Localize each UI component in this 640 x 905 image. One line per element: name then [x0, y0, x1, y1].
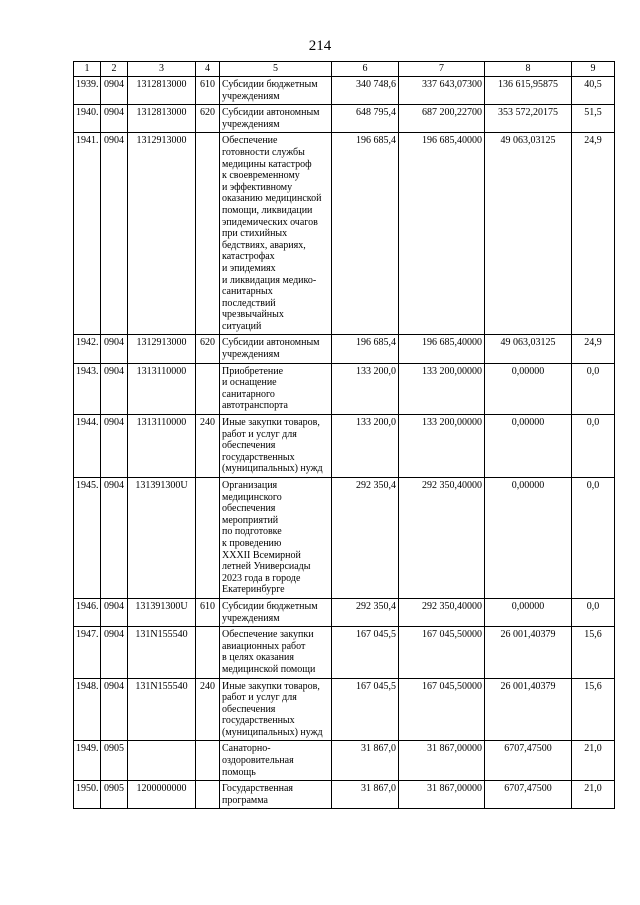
expense-type-code: [196, 781, 220, 809]
table-row: [74, 627, 615, 678]
value-column-7: 31 867,00000: [399, 781, 485, 809]
value-column-7: 167 045,50000: [399, 627, 485, 678]
value-column-7: 337 643,07300: [399, 77, 485, 105]
value-column-9: 40,5: [572, 77, 615, 105]
column-header: 2: [101, 62, 128, 77]
value-column-9: 0,0: [572, 415, 615, 478]
column-header: 3: [128, 62, 196, 77]
value-column-9: 0,0: [572, 478, 615, 599]
value-column-6: 648 795,4: [332, 105, 399, 133]
value-column-9: 15,6: [572, 678, 615, 741]
column-header: 5: [220, 62, 332, 77]
target-article-code: 1313110000: [128, 415, 196, 478]
item-name: Приобретение и оснащение санитарного автотранспорта: [220, 363, 332, 414]
item-name: Обеспечение готовности службы медицины катастроф к своевременному и эффективному оказанию медицинской помощи, ликвидации эпидемических очагов при стихийных бедствиях, авариях, катастрофах и эпидемиях и ликвидация медико- санитарных последствий чрезвычайных ситуаций: [220, 133, 332, 335]
item-name: Иные закупки товаров, работ и услуг для обеспечения государственных (муниципальных) нужд: [220, 678, 332, 741]
value-column-6: 292 350,4: [332, 478, 399, 599]
value-column-9: 21,0: [572, 741, 615, 781]
value-column-7: 196 685,40000: [399, 133, 485, 335]
item-name: Субсидии бюджетным учреждениям: [220, 598, 332, 626]
section-code: 0904: [101, 363, 128, 414]
item-name: Субсидии автономным учреждениям: [220, 335, 332, 363]
expense-type-code: 620: [196, 105, 220, 133]
row-number: 1944.: [74, 415, 101, 478]
expense-type-code: 240: [196, 415, 220, 478]
value-column-8: 26 001,40379: [485, 678, 572, 741]
item-name: Субсидии автономным учреждениям: [220, 105, 332, 133]
value-column-8: 26 001,40379: [485, 627, 572, 678]
target-article-code: 131391300U: [128, 478, 196, 599]
expense-type-code: 610: [196, 77, 220, 105]
value-column-8: 6707,47500: [485, 781, 572, 809]
value-column-7: 687 200,22700: [399, 105, 485, 133]
item-name: Государственная программа: [220, 781, 332, 809]
page-number: 214: [308, 38, 332, 54]
row-number: 1942.: [74, 335, 101, 363]
column-header: 7: [399, 62, 485, 77]
section-code: 0904: [101, 678, 128, 741]
value-column-8: 0,00000: [485, 415, 572, 478]
section-code: 0904: [101, 627, 128, 678]
value-column-6: 292 350,4: [332, 598, 399, 626]
expense-type-code: [196, 133, 220, 335]
column-header: 6: [332, 62, 399, 77]
value-column-9: 15,6: [572, 627, 615, 678]
value-column-7: 133 200,00000: [399, 363, 485, 414]
item-name: Организация медицинского обеспечения мероприятий по подготовке к проведению XXXII Всемирной летней Универсиады 2023 года в городе Екатеринбурге: [220, 478, 332, 599]
value-column-8: 136 615,95875: [485, 77, 572, 105]
value-column-8: 0,00000: [485, 363, 572, 414]
target-article-code: 1200000000: [128, 781, 196, 809]
expense-type-code: [196, 363, 220, 414]
value-column-8: 6707,47500: [485, 741, 572, 781]
target-article-code: 1312913000: [128, 133, 196, 335]
column-header: 1: [74, 62, 101, 77]
column-header: 8: [485, 62, 572, 77]
table-row: [74, 741, 615, 781]
value-column-9: 0,0: [572, 598, 615, 626]
row-number: 1947.: [74, 627, 101, 678]
value-column-7: 31 867,00000: [399, 741, 485, 781]
row-number: 1941.: [74, 133, 101, 335]
value-column-8: 49 063,03125: [485, 133, 572, 335]
column-header: 9: [572, 62, 615, 77]
value-column-9: 21,0: [572, 781, 615, 809]
value-column-9: 51,5: [572, 105, 615, 133]
target-article-code: 1313110000: [128, 363, 196, 414]
header-row: [74, 62, 615, 77]
row-number: 1950.: [74, 781, 101, 809]
item-name: Обеспечение закупки авиационных работ в целях оказания медицинской помощи: [220, 627, 332, 678]
section-code: 0905: [101, 741, 128, 781]
value-column-8: 353 572,20175: [485, 105, 572, 133]
section-code: 0904: [101, 478, 128, 599]
row-number: 1948.: [74, 678, 101, 741]
table-row: [74, 133, 615, 335]
target-article-code: 131N155540: [128, 627, 196, 678]
value-column-6: 167 045,5: [332, 678, 399, 741]
section-code: 0904: [101, 598, 128, 626]
value-column-9: 0,0: [572, 363, 615, 414]
target-article-code: 1312813000: [128, 105, 196, 133]
value-column-7: 196 685,40000: [399, 335, 485, 363]
expense-type-code: 620: [196, 335, 220, 363]
table-row: [74, 678, 615, 741]
value-column-6: 196 685,4: [332, 335, 399, 363]
section-code: 0904: [101, 133, 128, 335]
section-code: 0904: [101, 335, 128, 363]
row-number: 1940.: [74, 105, 101, 133]
value-column-7: 292 350,40000: [399, 598, 485, 626]
table-row: [74, 598, 615, 626]
expense-type-code: 610: [196, 598, 220, 626]
section-code: 0904: [101, 77, 128, 105]
section-code: 0904: [101, 105, 128, 133]
value-column-9: 24,9: [572, 335, 615, 363]
item-name: Иные закупки товаров, работ и услуг для обеспечения государственных (муниципальных) нужд: [220, 415, 332, 478]
table-row: [74, 77, 615, 105]
section-code: 0905: [101, 781, 128, 809]
value-column-7: 133 200,00000: [399, 415, 485, 478]
value-column-6: 196 685,4: [332, 133, 399, 335]
table-row: [74, 335, 615, 363]
table-body: [74, 77, 615, 809]
value-column-6: 31 867,0: [332, 781, 399, 809]
target-article-code: 131N155540: [128, 678, 196, 741]
value-column-8: 49 063,03125: [485, 335, 572, 363]
value-column-6: 167 045,5: [332, 627, 399, 678]
value-column-7: 167 045,50000: [399, 678, 485, 741]
target-article-code: 1312913000: [128, 335, 196, 363]
section-code: 0904: [101, 415, 128, 478]
item-name: Санаторно- оздоровительная помощь: [220, 741, 332, 781]
table-row: [74, 478, 615, 599]
value-column-6: 133 200,0: [332, 363, 399, 414]
value-column-6: 340 748,6: [332, 77, 399, 105]
row-number: 1943.: [74, 363, 101, 414]
row-number: 1939.: [74, 77, 101, 105]
target-article-code: 1312813000: [128, 77, 196, 105]
value-column-9: 24,9: [572, 133, 615, 335]
expense-type-code: [196, 741, 220, 781]
table-row: [74, 415, 615, 478]
value-column-6: 31 867,0: [332, 741, 399, 781]
value-column-8: 0,00000: [485, 598, 572, 626]
table-row: [74, 781, 615, 809]
expense-type-code: 240: [196, 678, 220, 741]
target-article-code: 131391300U: [128, 598, 196, 626]
row-number: 1945.: [74, 478, 101, 599]
value-column-6: 133 200,0: [332, 415, 399, 478]
row-number: 1949.: [74, 741, 101, 781]
expense-type-code: [196, 478, 220, 599]
value-column-8: 0,00000: [485, 478, 572, 599]
budget-table: [73, 61, 615, 809]
target-article-code: [128, 741, 196, 781]
column-header: 4: [196, 62, 220, 77]
row-number: 1946.: [74, 598, 101, 626]
value-column-7: 292 350,40000: [399, 478, 485, 599]
table-row: [74, 105, 615, 133]
table-row: [74, 363, 615, 414]
item-name: Субсидии бюджетным учреждениям: [220, 77, 332, 105]
expense-type-code: [196, 627, 220, 678]
